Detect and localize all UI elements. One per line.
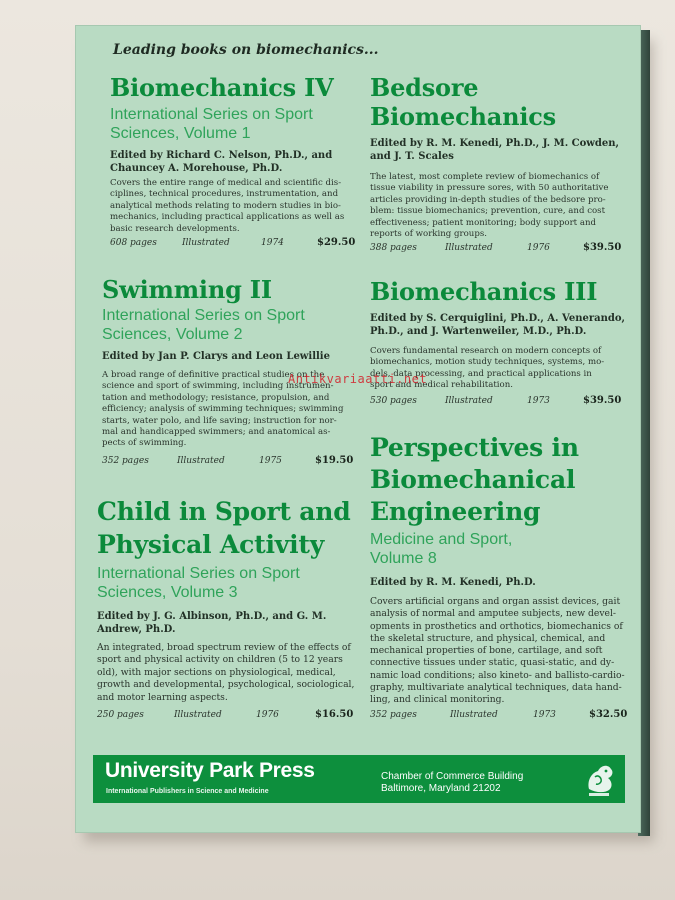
description-line: tissue viability in pressure sores, with 50 authoritative xyxy=(370,183,609,194)
book-description xyxy=(97,642,354,704)
book-series-line: International Series on Sport xyxy=(110,106,313,123)
description-line: The latest, most complete review of biomechanics of xyxy=(370,172,600,182)
book-year: 1975 xyxy=(259,456,282,466)
publisher-address xyxy=(381,771,523,795)
book-pages: 388 pages xyxy=(370,243,417,253)
book-title-line: Engineering xyxy=(370,497,541,526)
book-title xyxy=(370,73,620,131)
book-entry xyxy=(370,73,620,163)
description-line: connective tissues under static, quasi-static, and dy- xyxy=(370,657,615,669)
book-title-line: Perspectives in xyxy=(370,433,579,462)
description-line: old), with major sections on physiological, medical, xyxy=(97,666,336,678)
book-series-line: International Series on Sport xyxy=(97,565,300,582)
description-line: growth and developmental, psychological, sociological, xyxy=(97,679,355,691)
book-title-line: Child in Sport and xyxy=(97,497,351,526)
book-description xyxy=(370,172,608,240)
book-series-line: Medicine and Sport, xyxy=(370,531,513,548)
description-line: A broad range of definitive practical studies on the xyxy=(102,370,325,380)
description-line: science and sport of swimming, including instrumen- xyxy=(102,381,334,392)
cover-heading: Leading books on biomechanics... xyxy=(113,42,379,58)
description-line: mechanical properties of bone, cartilage, and soft xyxy=(370,645,603,657)
book-price: $39.50 xyxy=(583,395,622,406)
book-series-line: Volume 8 xyxy=(370,550,437,567)
description-line: effectiveness; patient monitoring; body support and xyxy=(370,217,597,228)
book-year: 1974 xyxy=(261,238,284,248)
address-line: Chamber of Commerce Building xyxy=(381,771,524,782)
book-pages: 352 pages xyxy=(370,710,417,720)
book-series xyxy=(110,105,350,143)
book-editors xyxy=(102,350,352,363)
description-line: graphy, multivariate analytical techniques, data hand- xyxy=(370,682,622,694)
book-title: Swimming II xyxy=(102,275,272,304)
book-illustrated: Illustrated xyxy=(177,456,225,466)
book-title-line: Physical Activity xyxy=(97,530,325,559)
book-year: 1973 xyxy=(527,396,550,406)
book-editors xyxy=(370,137,620,163)
description-line: Covers fundamental research on modern concepts of xyxy=(370,346,602,356)
description-line: mal and handicapped swimmers; and anatomical as- xyxy=(102,427,331,438)
book-price: $39.50 xyxy=(583,242,622,253)
book-series-line: Sciences, Volume 3 xyxy=(97,584,238,601)
book-entry xyxy=(110,73,350,175)
book-title-line: Bedsore xyxy=(370,73,479,102)
book-entry xyxy=(370,277,626,338)
book-editors xyxy=(370,576,630,589)
description-line: articles providing in-depth studies of the bedsore pro- xyxy=(370,194,606,205)
book-price: $32.50 xyxy=(589,709,628,720)
book-year: 1976 xyxy=(256,710,279,720)
book-illustrated: Illustrated xyxy=(182,238,230,248)
description-line: and motor learning aspects. xyxy=(97,691,228,703)
book-year: 1973 xyxy=(533,710,556,720)
description-line: ciplines, technical procedures, instrumentation, and xyxy=(110,189,339,200)
book-title xyxy=(370,432,630,528)
book-series xyxy=(102,306,352,344)
book-description xyxy=(370,596,625,707)
book-illustrated: Illustrated xyxy=(174,710,222,720)
book-pages: 352 pages xyxy=(102,456,149,466)
book-editors xyxy=(370,312,626,338)
book-series-line: International Series on Sport xyxy=(102,307,305,324)
book-price: $29.50 xyxy=(317,237,356,248)
book-series-line: Sciences, Volume 2 xyxy=(102,326,243,343)
description-line: analysis of normal and amputee subjects, new devel- xyxy=(370,608,617,620)
description-line: pects of swimming. xyxy=(102,438,187,449)
book-editors-line: Edited by Richard C. Nelson, Ph.D., and xyxy=(110,150,333,161)
book-series xyxy=(370,530,630,568)
description-line: sport and medical rehabilitation. xyxy=(370,380,513,391)
watermark-text: Antikvariaatti.net xyxy=(288,372,428,386)
book-price: $19.50 xyxy=(315,455,354,466)
address-line: Baltimore, Maryland 21202 xyxy=(381,783,501,794)
book-illustrated: Illustrated xyxy=(450,710,498,720)
description-line: sport and physical activity on children (5 to 12 years xyxy=(97,654,343,666)
description-line: blem: tissue biomechanics; prevention, cure, and cost xyxy=(370,206,606,217)
book-editors-line: Edited by Jan P. Clarys and Leon Lewillie xyxy=(102,351,330,362)
description-line: starts, water polo, and life saving; instruction for nor- xyxy=(102,415,337,426)
book-illustrated: Illustrated xyxy=(445,396,493,406)
publisher-name: University Park Press xyxy=(105,759,315,782)
description-line: tation and methodology; resistance, propulsion, and xyxy=(102,392,330,403)
book-editors xyxy=(97,610,357,636)
book-title xyxy=(97,495,357,561)
book-title-line: Biomechanical xyxy=(370,465,576,494)
description-line: ling, and clinical monitoring. xyxy=(370,694,505,706)
book-editors xyxy=(110,149,350,175)
book-entry xyxy=(97,495,357,636)
description-line: Covers artificial organs and organ assist devices, gait xyxy=(370,596,621,607)
book-title: Biomechanics III xyxy=(370,277,598,306)
book-editors-line: Edited by R. M. Kenedi, Ph.D. xyxy=(370,577,536,588)
book-entry xyxy=(370,432,630,589)
book-pages: 250 pages xyxy=(97,710,144,720)
book-editors-line: Ph.D., and J. Wartenweiler, M.D., Ph.D. xyxy=(370,326,587,337)
description-line: mechanics, including practical applications as well as xyxy=(110,212,345,223)
description-line: efficiency; analysis of swimming techniques; swimming xyxy=(102,404,344,415)
description-line: dels, data processing, and practical applications in xyxy=(370,368,592,379)
description-line: basic research developments. xyxy=(110,223,240,234)
description-line: namic load conditions; also kineto- and ballisto-cardio- xyxy=(370,669,625,681)
book-year: 1976 xyxy=(527,243,550,253)
book-editors-line: Andrew, Ph.D. xyxy=(97,624,176,635)
publisher-band xyxy=(93,755,625,803)
description-line: reports of working groups. xyxy=(370,229,487,240)
description-line: An integrated, broad spectrum review of the effects of xyxy=(97,642,351,653)
book-editors-line: and J. T. Scales xyxy=(370,151,454,162)
book-editors-line: Edited by J. G. Albinson, Ph.D., and G. M. xyxy=(97,611,327,622)
book-price: $16.50 xyxy=(315,709,354,720)
publisher-logo-icon xyxy=(581,759,619,799)
book-editors-line: Edited by R. M. Kenedi, Ph.D., J. M. Cowden, xyxy=(370,138,620,149)
book-title-line: Biomechanics xyxy=(370,102,556,131)
book-editors-line: Chauncey A. Morehouse, Ph.D. xyxy=(110,163,283,174)
book-series xyxy=(97,564,357,602)
description-line: analytical methods relating to modern studies in bio- xyxy=(110,200,341,211)
book-title: Biomechanics IV xyxy=(110,73,334,102)
description-line: opments in prosthetics and orthotics, biomechanics of xyxy=(370,620,623,632)
publisher-tagline: International Publishers in Science and Medicine xyxy=(106,788,269,795)
book-pages: 608 pages xyxy=(110,238,157,248)
description-line: the skeletal structure, and physical, chemical, and xyxy=(370,632,606,644)
book-back-cover xyxy=(75,25,641,833)
book-series-line: Sciences, Volume 1 xyxy=(110,125,251,142)
description-line: biomechanics, motion study techniques, systems, mo- xyxy=(370,357,605,368)
book-description xyxy=(110,178,344,235)
description-line: Covers the entire range of medical and scientific dis- xyxy=(110,178,342,188)
book-illustrated: Illustrated xyxy=(445,243,493,253)
book-editors-line: Edited by S. Cerquiglini, Ph.D., A. Venerando, xyxy=(370,313,626,324)
book-entry xyxy=(102,275,352,363)
book-pages: 530 pages xyxy=(370,396,417,406)
